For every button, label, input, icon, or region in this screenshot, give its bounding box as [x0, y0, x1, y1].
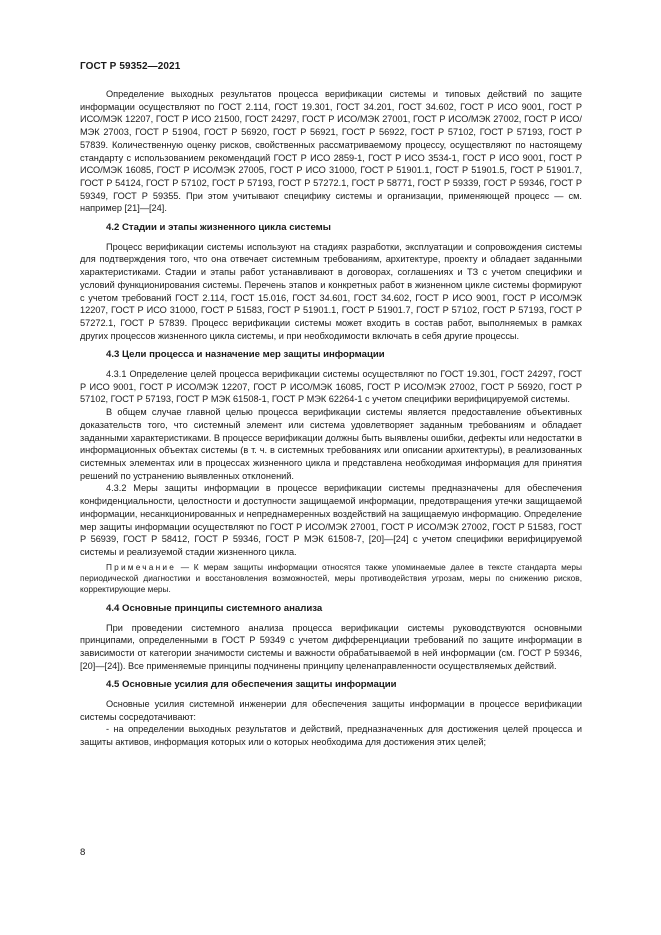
paragraph: 4.3.2 Меры защиты информации в процессе верификации системы предназначены для обеспечения конфиденциальности, целостности и доступности защищаемой информации, предотвращения утечки защищаемой информации, несанкционированных и непреднамеренных воздействий на защищаемую информацию. Определение мер защиты информации осуществляют по ГОСТ Р ИСО/МЭК 27001, ГОСТ Р ИСО/МЭК 27002, ГОСТ Р 51583, ГОСТ Р 56939, ГОСТ Р 58412, ГОСТ Р 59346, ГОСТ Р МЭК 61508-7, [20]—[24] с учетом специфики верифицируемой системы и реализуемой стадии жизненного цикла.	[80, 483, 582, 557]
paragraph: Основные усилия системной инженерии для обеспечения защиты информации в процессе верификации системы сосредотачивают:	[80, 699, 582, 722]
note-text: — К мерам защиты информации относятся также упоминаемые далее в тексте стандарта меры периодической диагностики и восстановления возможностей, меры противодействия угрозам, меры по снижению рисков, корректирующие меры.	[80, 561, 582, 595]
section-heading: 4.3 Цели процесса и назначение мер защиты информации	[106, 349, 385, 361]
document-body	[80, 88, 582, 749]
paragraph: - на определении выходных результатов и действий, предназначенных для достижения целей процесса и защиты активов, информация которых или о которых необходима для достижения этих целей;	[80, 724, 582, 748]
section-heading: 4.4 Основные принципы системного анализа	[106, 602, 323, 614]
paragraph: В общем случае главной целью процесса верификации системы является предоставление объективных доказательств того, что системный элемент или система удовлетворяет заданным требованиям и обладает заданными характеристиками. В процессе верификации должны быть выявлены ошибки, дефекты или недостатки в информационных объектах системы (в т. ч. в системных требованиях или описании архитектуры), в реализованных системных элементах или в процессах жизненного цикла и представлена необходимая информация для принятия решений по устранению выявленных отклонений.	[80, 407, 582, 481]
note-label: Примечание	[106, 561, 177, 572]
document-header: ГОСТ Р 59352—2021	[80, 61, 181, 72]
paragraph: Процесс верификации системы используют на стадиях разработки, эксплуатации и сопровождения системы для подтверждения того, что она отвечает системным требованиям, архитектуре, проекту и обладает заданными характеристиками. Стадии и этапы работ устанавливают в договорах, соглашениях и ТЗ с учетом специфики и условий функционирования системы. Перечень этапов и конкретных работ в жизненном цикле системы формируют с учетом требований ГОСТ 2.114, ГОСТ 15.016, ГОСТ 34.601, ГОСТ 34.602, ГОСТ Р ИСО 9001, ГОСТ Р ИСО/МЭК 12207, ГОСТ Р ИСО 31000, ГОСТ Р 51583, ГОСТ Р 51901.1, ГОСТ Р 51901.7, ГОСТ Р 57102, ГОСТ Р 57193, ГОСТ Р 57272.1, ГОСТ Р 57839. Процесс верификации системы может входить в состав работ, выполняемых в рамках других процессов жизненного цикла системы, и при необходимости включать в себя другие процессы.	[80, 241, 582, 341]
page-number: 8	[80, 847, 86, 858]
section-heading: 4.2 Стадии и этапы жизненного цикла системы	[106, 222, 331, 234]
paragraph: При проведении системного анализа процесса верификации системы руководствуются основными принципами, определенными в ГОСТ Р 59349 с учетом дифференциации требований по защите информации в зависимости от категории значимости системы и важности обрабатываемой в ней информации (см. ГОСТ Р 59346, [20]—[24]). Все применяемые принципы подчинены принципу целенаправленности осуществляемых действий.	[80, 622, 582, 671]
note	[80, 562, 582, 596]
paragraph: 4.3.1 Определение целей процесса верификации системы осуществляют по ГОСТ 19.301, ГОСТ 24297, ГОСТ Р ИСО 9001, ГОСТ Р ИСО/МЭК 12207, ГОСТ Р ИСО/МЭК 16085, ГОСТ Р ИСО/МЭК 27002, ГОСТ Р 56920, ГОСТ Р 57102, ГОСТ Р 57193, ГОСТ Р МЭК 61508-1, ГОСТ Р МЭК 62264-1 с учетом специфики верифицируемой системы.	[80, 369, 582, 405]
section-heading: 4.5 Основные усилия для обеспечения защиты информации	[106, 679, 397, 691]
paragraph: Определение выходных результатов процесса верификации системы и типовых действий по защите информации осуществляют по ГОСТ 2.114, ГОСТ 19.301, ГОСТ 34.201, ГОСТ 34.602, ГОСТ Р ИСО 9001, ГОСТ Р ИСО/МЭК 12207, ГОСТ Р ИСО 21500, ГОСТ 24297, ГОСТ Р ИСО/МЭК 27001, ГОСТ Р ИСО/МЭК 27002, ГОСТ Р ИСО/МЭК 27003, ГОСТ Р 51904, ГОСТ Р 56920, ГОСТ Р 56921, ГОСТ Р 56922, ГОСТ Р 57102, ГОСТ Р 57193, ГОСТ Р 57839. Количественную оценку рисков, свойственных рассматриваемому процессу, осуществляют по настоящему стандарту с использованием рекомендаций ГОСТ Р ИСО 2859-1, ГОСТ Р ИСО 3534-1, ГОСТ Р ИСО 9001, ГОСТ Р ИСО/МЭК 16085, ГОСТ Р ИСО/МЭК 27005, ГОСТ Р ИСО 31000, ГОСТ Р 51901.1, ГОСТ Р 51901.5, ГОСТ Р 51901.7, ГОСТ Р 54124, ГОСТ Р 57102, ГОСТ Р 57193, ГОСТ Р 57272.1, ГОСТ Р 58771, ГОСТ Р 59339, ГОСТ Р 59346, ГОСТ Р 59349, ГОСТ Р 59355. При этом учитывают специфику системы и организации, применяющей процесс — см. например [21]—[24].	[80, 89, 582, 214]
